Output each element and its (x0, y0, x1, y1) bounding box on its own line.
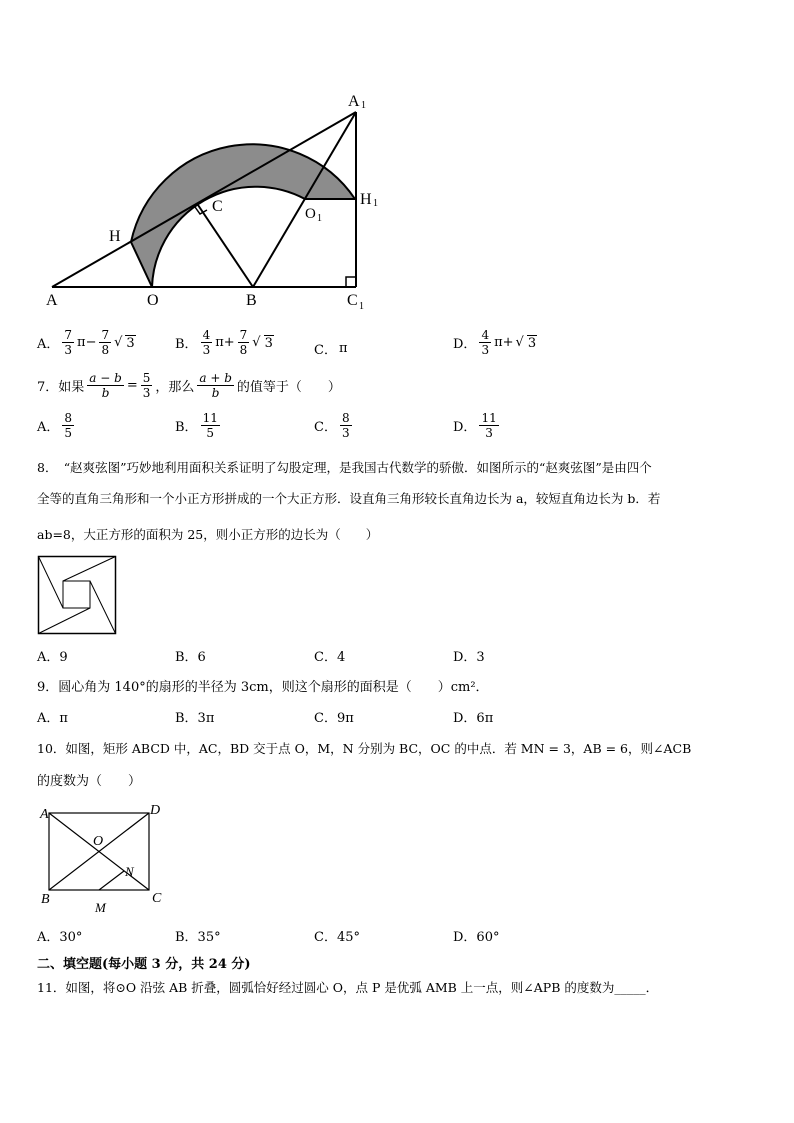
line-C-B (198, 205, 253, 287)
q7-suffix: 的值等于（ ） (236, 380, 341, 395)
label-B: B (246, 292, 257, 309)
geometry-figure-arc (40, 85, 400, 315)
q6-option-a[interactable] (37, 328, 136, 357)
pi-text: π+ (494, 335, 514, 350)
q11-question: 11．如图，将⊙O 沿弦 AB 折叠，圆弧恰好经过圆心 O，点 P 是优弧 AMB 上一点，则∠APB 的度数为_____． (37, 980, 659, 995)
fraction: $\frac{4}{3}$ (481, 328, 490, 357)
q10-option-a[interactable]: A．30° (37, 930, 83, 945)
radicand: 3 (264, 335, 273, 351)
fraction: $\frac{11}{3}$ (481, 411, 497, 440)
option-letter: B． (175, 337, 198, 352)
q7-question (37, 371, 341, 400)
sqrt-sign: √ (114, 335, 123, 350)
fraction: $\frac{5}{3}$ (142, 371, 151, 400)
label-O1: O (305, 206, 316, 222)
q9-option-c[interactable]: C．9π (314, 711, 354, 726)
zhao-shuang-diagram (37, 555, 117, 635)
label-O: O (93, 834, 104, 849)
sqrt-sign: √ (515, 335, 524, 350)
q9-option-d[interactable]: D．6π (453, 711, 494, 726)
q6-option-b[interactable] (175, 328, 274, 357)
label-D: D (150, 803, 161, 818)
sqrt-sign: √ (252, 335, 261, 350)
q7-option-a[interactable] (37, 411, 75, 440)
q10-option-d[interactable]: D．60° (453, 930, 500, 945)
q8-line-3: ab=8，大正方形的面积为 25，则小正方形的边长为（ ） (37, 527, 379, 542)
label-H1: H (360, 191, 372, 208)
q6-option-c[interactable] (314, 339, 348, 358)
q7-mid: ，那么 (155, 380, 195, 395)
fraction: $\frac{a + b}{b}$ (199, 371, 232, 400)
q9-option-b[interactable]: B．3π (175, 711, 215, 726)
q7-prefix: 7．如果 (37, 380, 85, 395)
option-letter: C． (314, 420, 337, 435)
option-letter: D． (453, 337, 477, 352)
pi-text: π− (77, 335, 97, 350)
label-M: M (95, 900, 106, 915)
q10-option-c[interactable]: C．45° (314, 930, 360, 945)
q8-option-d[interactable]: D．3 (453, 650, 485, 665)
label-A: A (40, 807, 49, 822)
label-O: O (147, 292, 159, 309)
fraction: $\frac{7}{3}$ (64, 328, 73, 357)
q9-option-a[interactable]: A．π (37, 711, 68, 726)
label-C: C (152, 891, 162, 906)
q10-line-2: 的度数为（ ） (37, 774, 142, 789)
option-letter: A． (37, 337, 60, 352)
q10-line-1: 10．如图，矩形 ABCD 中，AC，BD 交于点 O，M，N 分别为 BC，OC 的中点．若 MN = 3，AB = 6，则∠ACB (37, 741, 692, 756)
q7-option-b[interactable] (175, 411, 221, 440)
label-A1-sub: 1 (361, 100, 366, 111)
label-A: A (46, 292, 58, 309)
q8-option-b[interactable]: B．6 (175, 650, 206, 665)
q7-option-c[interactable] (314, 411, 353, 440)
option-letter: A． (37, 420, 60, 435)
pi-text: π+ (215, 335, 235, 350)
option-letter: C． (314, 343, 337, 358)
label-H1-sub: 1 (373, 198, 378, 209)
q8-option-c[interactable]: C．4 (314, 650, 346, 665)
q8-option-a[interactable]: A．9 (37, 650, 68, 665)
fraction: $\frac{7}{8}$ (101, 328, 110, 357)
fraction: $\frac{8}{3}$ (341, 411, 350, 440)
q9-question: 9．圆心角为 140°的扇形的半径为 3cm，则这个扇形的面积是（ ）cm²． (37, 680, 489, 695)
fraction: $\frac{11}{5}$ (202, 411, 218, 440)
label-C1: C (347, 292, 358, 309)
fraction: $\frac{8}{5}$ (64, 411, 73, 440)
q10-option-b[interactable]: B．35° (175, 930, 221, 945)
q7-option-d[interactable] (453, 411, 500, 440)
option-letter: B． (175, 420, 198, 435)
label-C1-sub: 1 (359, 301, 364, 312)
label-A1: A (348, 93, 360, 110)
q8-line-2: 全等的直角三角形和一个小正方形拼成的一个大正方形．设直角三角形较长直角边长为 a，较短直角边长为 b．若 (37, 491, 661, 506)
option-text: π (338, 341, 348, 356)
radicand: 3 (126, 335, 135, 351)
rectangle-figure (37, 798, 167, 916)
q6-option-d[interactable] (453, 328, 537, 357)
equals-sign: = (126, 378, 138, 393)
fraction: $\frac{a - b}{b}$ (89, 371, 122, 400)
label-C: C (212, 198, 223, 215)
label-H: H (109, 228, 121, 245)
label-N: N (125, 864, 134, 879)
option-letter: D． (453, 420, 477, 435)
fraction: $\frac{4}{3}$ (202, 328, 211, 357)
radicand: 3 (527, 335, 537, 351)
label-B: B (41, 892, 50, 907)
right-angle-mark-C1 (346, 277, 356, 287)
q8-line-1: 8． “赵爽弦图”巧妙地利用面积关系证明了勾股定理，是我国古代数学的骄傲．如图所示的“赵爽弦图”是由四个 (37, 460, 652, 475)
label-O1-sub: 1 (317, 213, 322, 224)
section-title: 二、填空题(每小题 3 分，共 24 分) (37, 957, 251, 972)
fraction: $\frac{7}{8}$ (239, 328, 248, 357)
